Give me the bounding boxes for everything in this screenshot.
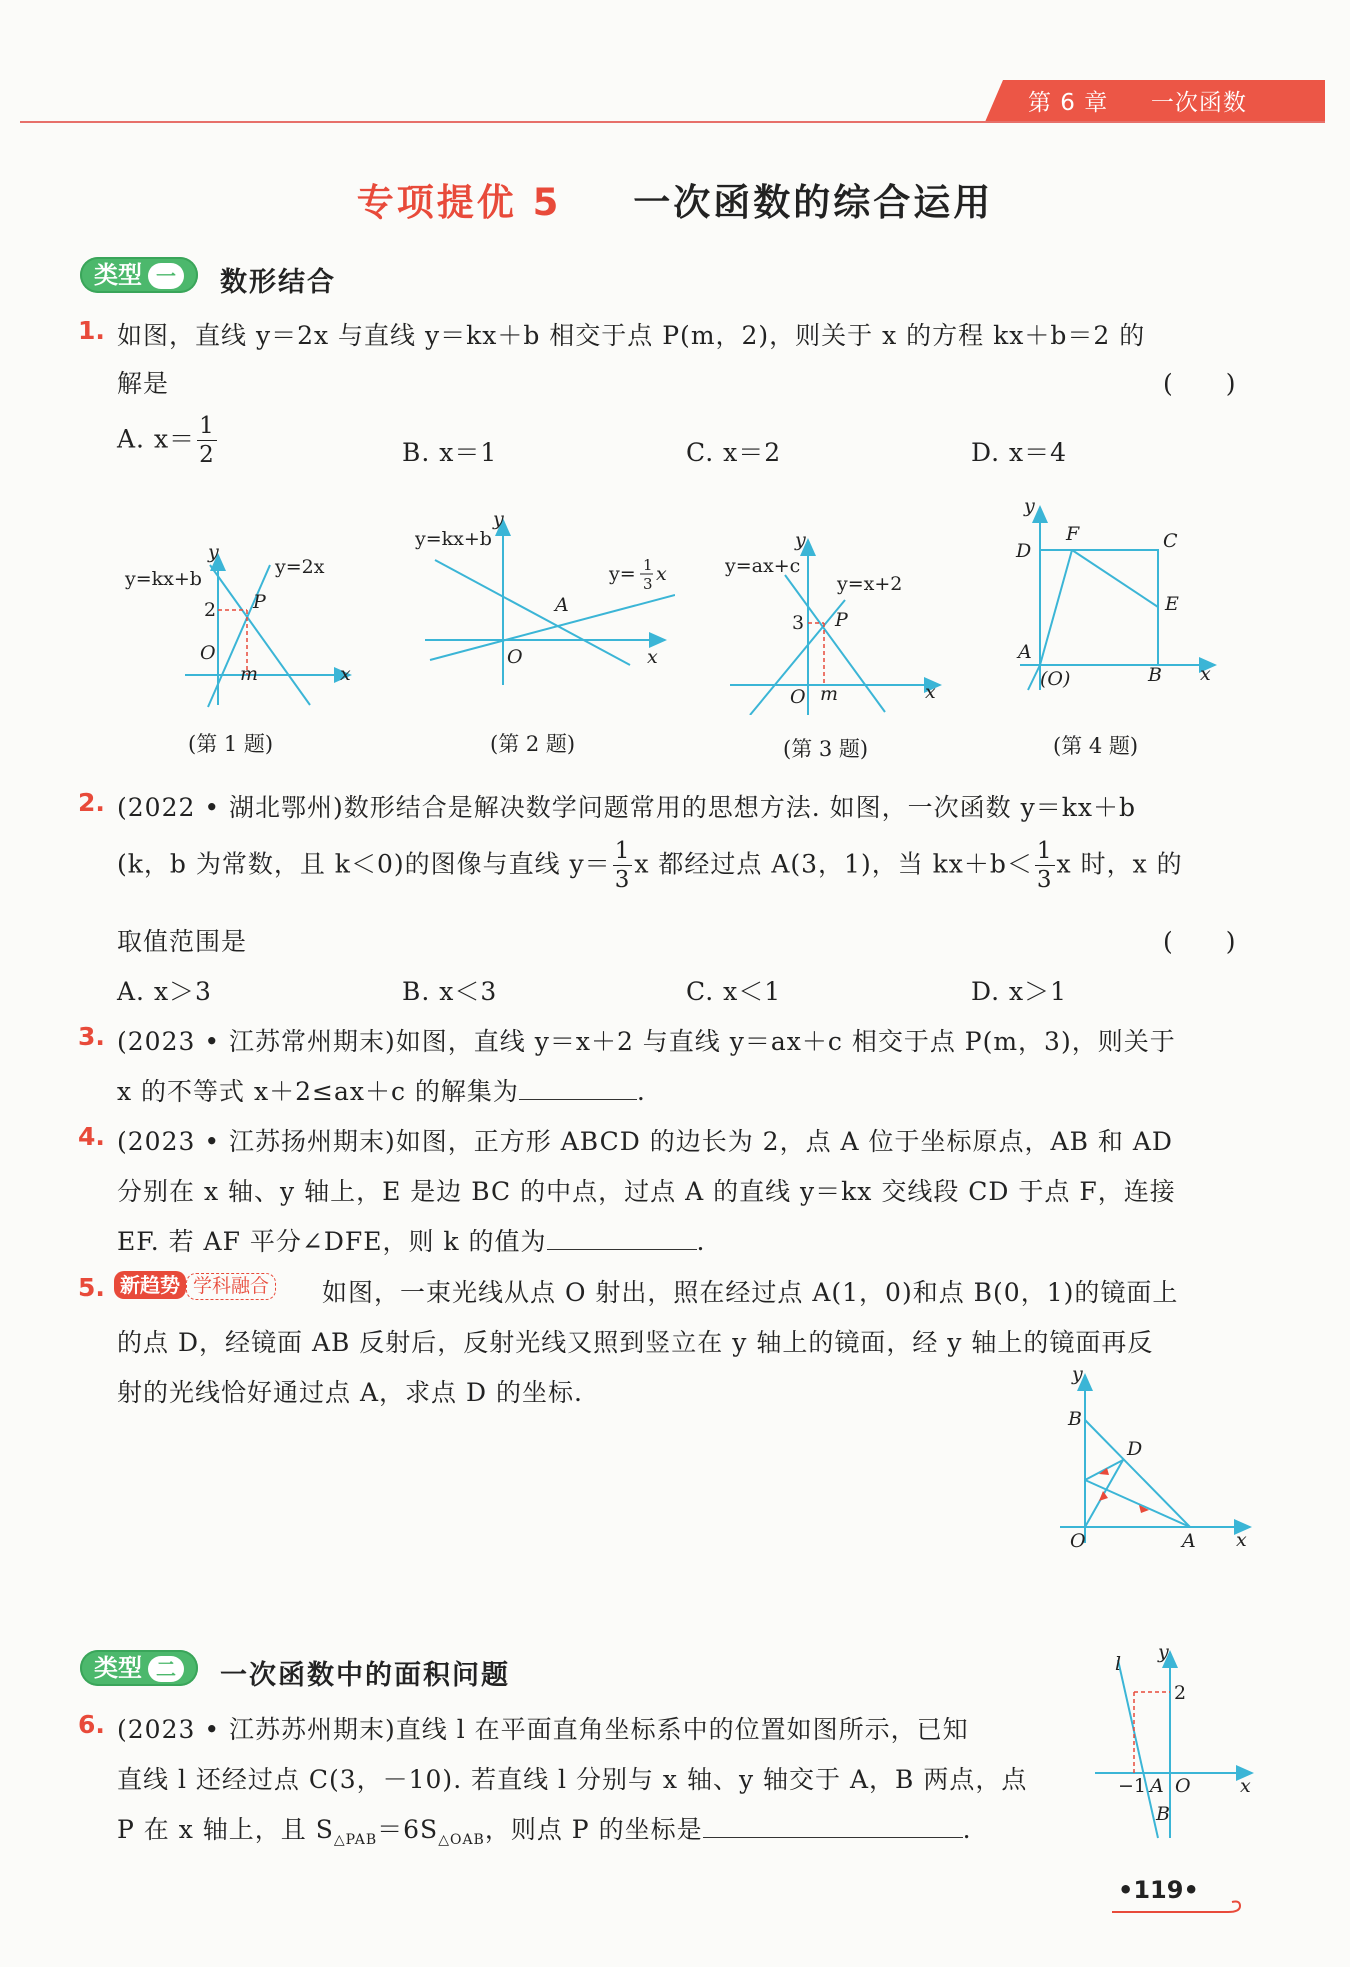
fig1-label-2x: y=2x (275, 556, 325, 578)
section1-badge (80, 257, 198, 293)
q4-line3-text: EF. 若 AF 平分∠DFE，则 k 的值为 (117, 1227, 547, 1256)
line-af (1040, 550, 1072, 665)
fig4-o: (O) (1040, 668, 1071, 690)
fig2-label-num: 1 (643, 556, 653, 574)
fig4-x: x (1200, 663, 1211, 685)
fig5-y: y (1072, 1365, 1083, 1385)
q1-option-b: B. x＝1 (402, 438, 498, 467)
q6-line3-b: ＝6S (377, 1815, 439, 1844)
fig5-x: x (1236, 1529, 1247, 1551)
title-prefix: 专项提优 5 (356, 181, 562, 224)
q2-option-a: A. x＞3 (117, 977, 212, 1006)
fig5-a: A (1182, 1530, 1196, 1552)
fig3-p: P (835, 609, 848, 631)
fig6-minus-one: −1 (1118, 1775, 1147, 1797)
fig5-o: O (1070, 1530, 1086, 1552)
fig1-y: y (208, 541, 219, 563)
ray-to-a (1085, 1480, 1190, 1527)
fig6-y: y (1158, 1641, 1169, 1663)
q1-option-a-text: A. x＝ (117, 424, 196, 454)
page-title (0, 172, 1350, 226)
q1-line1: 如图，直线 y＝2x 与直线 y＝kx＋b 相交于点 P(m，2)，则关于 x 的方程 kx＋b＝2 的 (117, 321, 1146, 350)
q3-line2 (117, 1072, 646, 1108)
fig2-label-den: 3 (643, 575, 653, 593)
fig6-l: l (1115, 1653, 1122, 1675)
q6-end: . (962, 1815, 972, 1844)
fig1-m: m (240, 663, 259, 685)
fig4-y: y (1024, 495, 1035, 517)
section2-heading: 一次函数中的面积问题 (220, 1660, 510, 1691)
fig3-label-x2: y=x+2 (837, 573, 903, 595)
fig4-c: C (1163, 530, 1178, 552)
figure-2 (415, 510, 675, 690)
fig5-b: B (1068, 1408, 1082, 1430)
fig5-d: D (1127, 1438, 1143, 1460)
fig1-p: P (253, 591, 266, 613)
q6-answer-blank[interactable] (703, 1815, 963, 1838)
figure-3 (725, 530, 945, 715)
fig4-e: E (1165, 593, 1179, 615)
fig2-label-post: x (656, 563, 667, 585)
q5-line1: 如图，一束光线从点 O 射出，照在经过点 A(1，0)和点 B(0，1)的镜面上 (322, 1278, 1179, 1307)
q3-answer-blank[interactable] (519, 1077, 637, 1100)
fig3-m: m (820, 683, 839, 705)
arrow-mark-1 (1099, 1491, 1108, 1501)
q6-line3 (117, 1810, 972, 1848)
swoosh-path (1112, 1902, 1240, 1913)
section2-badge-num: 二 (148, 1656, 184, 1682)
q3-line2-text: x 的不等式 x＋2≤ax＋c 的解集为 (117, 1077, 519, 1106)
figure-6 (1090, 1640, 1260, 1840)
q2-frac-2 (1035, 840, 1055, 892)
q1-number: 1. (78, 316, 105, 345)
q6-line3-a: P 在 x 轴上，且 S (117, 1815, 334, 1844)
chapter-tab-text (1028, 84, 1247, 117)
section1-badge-text: 类型 (94, 261, 142, 289)
q1-option-c: C. x＝2 (686, 438, 782, 467)
fig6-two: 2 (1174, 1682, 1187, 1704)
frac-den: 2 (199, 442, 215, 468)
fig6-b: B (1156, 1803, 1170, 1825)
q5-tags (114, 1271, 276, 1300)
q1-option-d: D. x＝4 (971, 438, 1068, 467)
figure-4 (1000, 495, 1225, 695)
fig6-a: A (1150, 1775, 1164, 1797)
q2-option-c: C. x＜1 (686, 977, 782, 1006)
q3-end: . (636, 1077, 646, 1106)
q2-number: 2. (78, 788, 105, 817)
q4-line3 (117, 1222, 705, 1258)
q2-line2-a: (k，b 为常数，且 k＜0)的图像与直线 y＝ (117, 849, 611, 879)
line-ef (1072, 550, 1158, 607)
frac-num: 1 (614, 838, 631, 864)
q3-line1: (2023 • 江苏常州期末)如图，直线 y＝x＋2 与直线 y＝ax＋c 相交于点 P(m，3)，则关于 (117, 1027, 1176, 1056)
line-third (430, 595, 675, 660)
fig2-caption: (第 2 题) (490, 732, 576, 756)
q6-sub-oab: △OAB (438, 1832, 485, 1848)
fig6-x: x (1240, 1775, 1251, 1797)
topic-label: 一次函数 (1150, 90, 1247, 116)
section2-badge (80, 1650, 198, 1686)
line-kxb (435, 560, 630, 665)
q4-line1: (2023 • 江苏扬州期末)如图，正方形 ABCD 的边长为 2，点 A 位于坐标原点，AB 和 AD (117, 1127, 1173, 1156)
fig1-two: 2 (204, 599, 217, 621)
q1-option-a (117, 415, 219, 467)
fig1-label-kxb: y=kx+b (125, 568, 202, 590)
fig4-a: A (1018, 641, 1032, 663)
fig3-three: 3 (792, 612, 805, 634)
fig4-caption: (第 4 题) (1053, 734, 1139, 758)
fig1-caption: (第 1 题) (188, 732, 274, 756)
q2-line2-b: x 都经过点 A(3，1)，当 kx＋b＜ (634, 849, 1033, 879)
fig2-o: O (507, 646, 523, 668)
figure-5 (1055, 1365, 1255, 1555)
chapter-label: 第 6 章 (1028, 90, 1109, 116)
q6-line1: (2023 • 江苏苏州期末)直线 l 在平面直角坐标系中的位置如图所示，已知 (117, 1715, 969, 1744)
q2-line2-c: x 时，x 的 (1056, 849, 1183, 879)
section2-badge-text: 类型 (94, 1654, 142, 1682)
title-main: 一次函数的综合运用 (633, 181, 994, 224)
q4-line2: 分别在 x 轴、y 轴上，E 是边 BC 的中点，过点 A 的直线 y＝kx 交线段 CD 于点 F，连接 (117, 1177, 1176, 1206)
frac-num: 1 (1036, 838, 1053, 864)
fig3-o: O (790, 686, 806, 708)
q2-line3: 取值范围是 (117, 927, 248, 956)
fig3-caption: (第 3 题) (783, 737, 869, 761)
q5-line2: 的点 D，经镜面 AB 反射后，反射光线又照到竖立在 y 轴上的镜面，经 y 轴上的镜面再反 (117, 1328, 1154, 1357)
line-af-ext (1028, 665, 1040, 690)
interdisciplinary-tag: 学科融合 (186, 1273, 276, 1300)
fig3-x: x (925, 681, 936, 703)
q6-line3-c: ，则点 P 的坐标是 (484, 1815, 703, 1844)
q5-line3: 射的光线恰好通过点 A，求点 D 的坐标. (117, 1378, 583, 1407)
line-l (1118, 1660, 1158, 1838)
fig1-o: O (200, 642, 216, 664)
q1-option-a-frac (197, 415, 217, 467)
fig2-label-pre: y= (609, 563, 636, 585)
q2-line2 (117, 840, 1183, 892)
fig1-x: x (340, 663, 351, 685)
fig2-a: A (555, 594, 569, 616)
fig4-b: B (1148, 664, 1162, 686)
fig2-y: y (493, 510, 504, 530)
q6-sub-pab: △PAB (333, 1832, 378, 1848)
q2-option-d: D. x＞1 (971, 977, 1068, 1006)
q4-end: . (696, 1227, 706, 1256)
q2-answer-paren: ( ) (1163, 927, 1237, 956)
fig6-o: O (1175, 1775, 1191, 1797)
fig4-d: D (1016, 540, 1032, 562)
section1-heading: 数形结合 (220, 267, 336, 298)
q1-answer-paren: ( ) (1163, 369, 1237, 398)
frac-num: 1 (199, 413, 215, 439)
frac-den: 3 (1036, 867, 1053, 893)
q2-frac-1 (613, 840, 633, 892)
q5-number: 5. (78, 1273, 105, 1302)
figure-1 (120, 535, 360, 715)
page-number-swoosh (1110, 1900, 1250, 1930)
q6-line2: 直线 l 还经过点 C(3，－10). 若直线 l 分别与 x 轴、y 轴交于 A，B 两点，点 (117, 1765, 1028, 1794)
header-rule (20, 121, 1325, 123)
frac-den: 3 (614, 867, 631, 893)
new-trend-tag: 新趋势 (114, 1271, 186, 1299)
fig2-label-kxb: y=kx+b (415, 528, 492, 550)
q4-answer-blank[interactable] (547, 1227, 697, 1250)
fig4-f: F (1066, 523, 1080, 545)
q2-option-b: B. x＜3 (402, 977, 498, 1006)
q6-number: 6. (78, 1710, 105, 1739)
q2-line1: (2022 • 湖北鄂州)数形结合是解决数学问题常用的思想方法. 如图，一次函数 y＝kx＋b (117, 793, 1136, 822)
q3-number: 3. (78, 1022, 105, 1051)
section1-badge-num: 一 (148, 263, 184, 289)
q4-number: 4. (78, 1122, 105, 1151)
fig3-y: y (795, 530, 806, 551)
fig2-x: x (647, 646, 658, 668)
q1-line2: 解是 (117, 369, 170, 398)
fig3-label-axc: y=ax+c (725, 555, 801, 577)
page-number: •119• (1118, 1876, 1199, 1904)
